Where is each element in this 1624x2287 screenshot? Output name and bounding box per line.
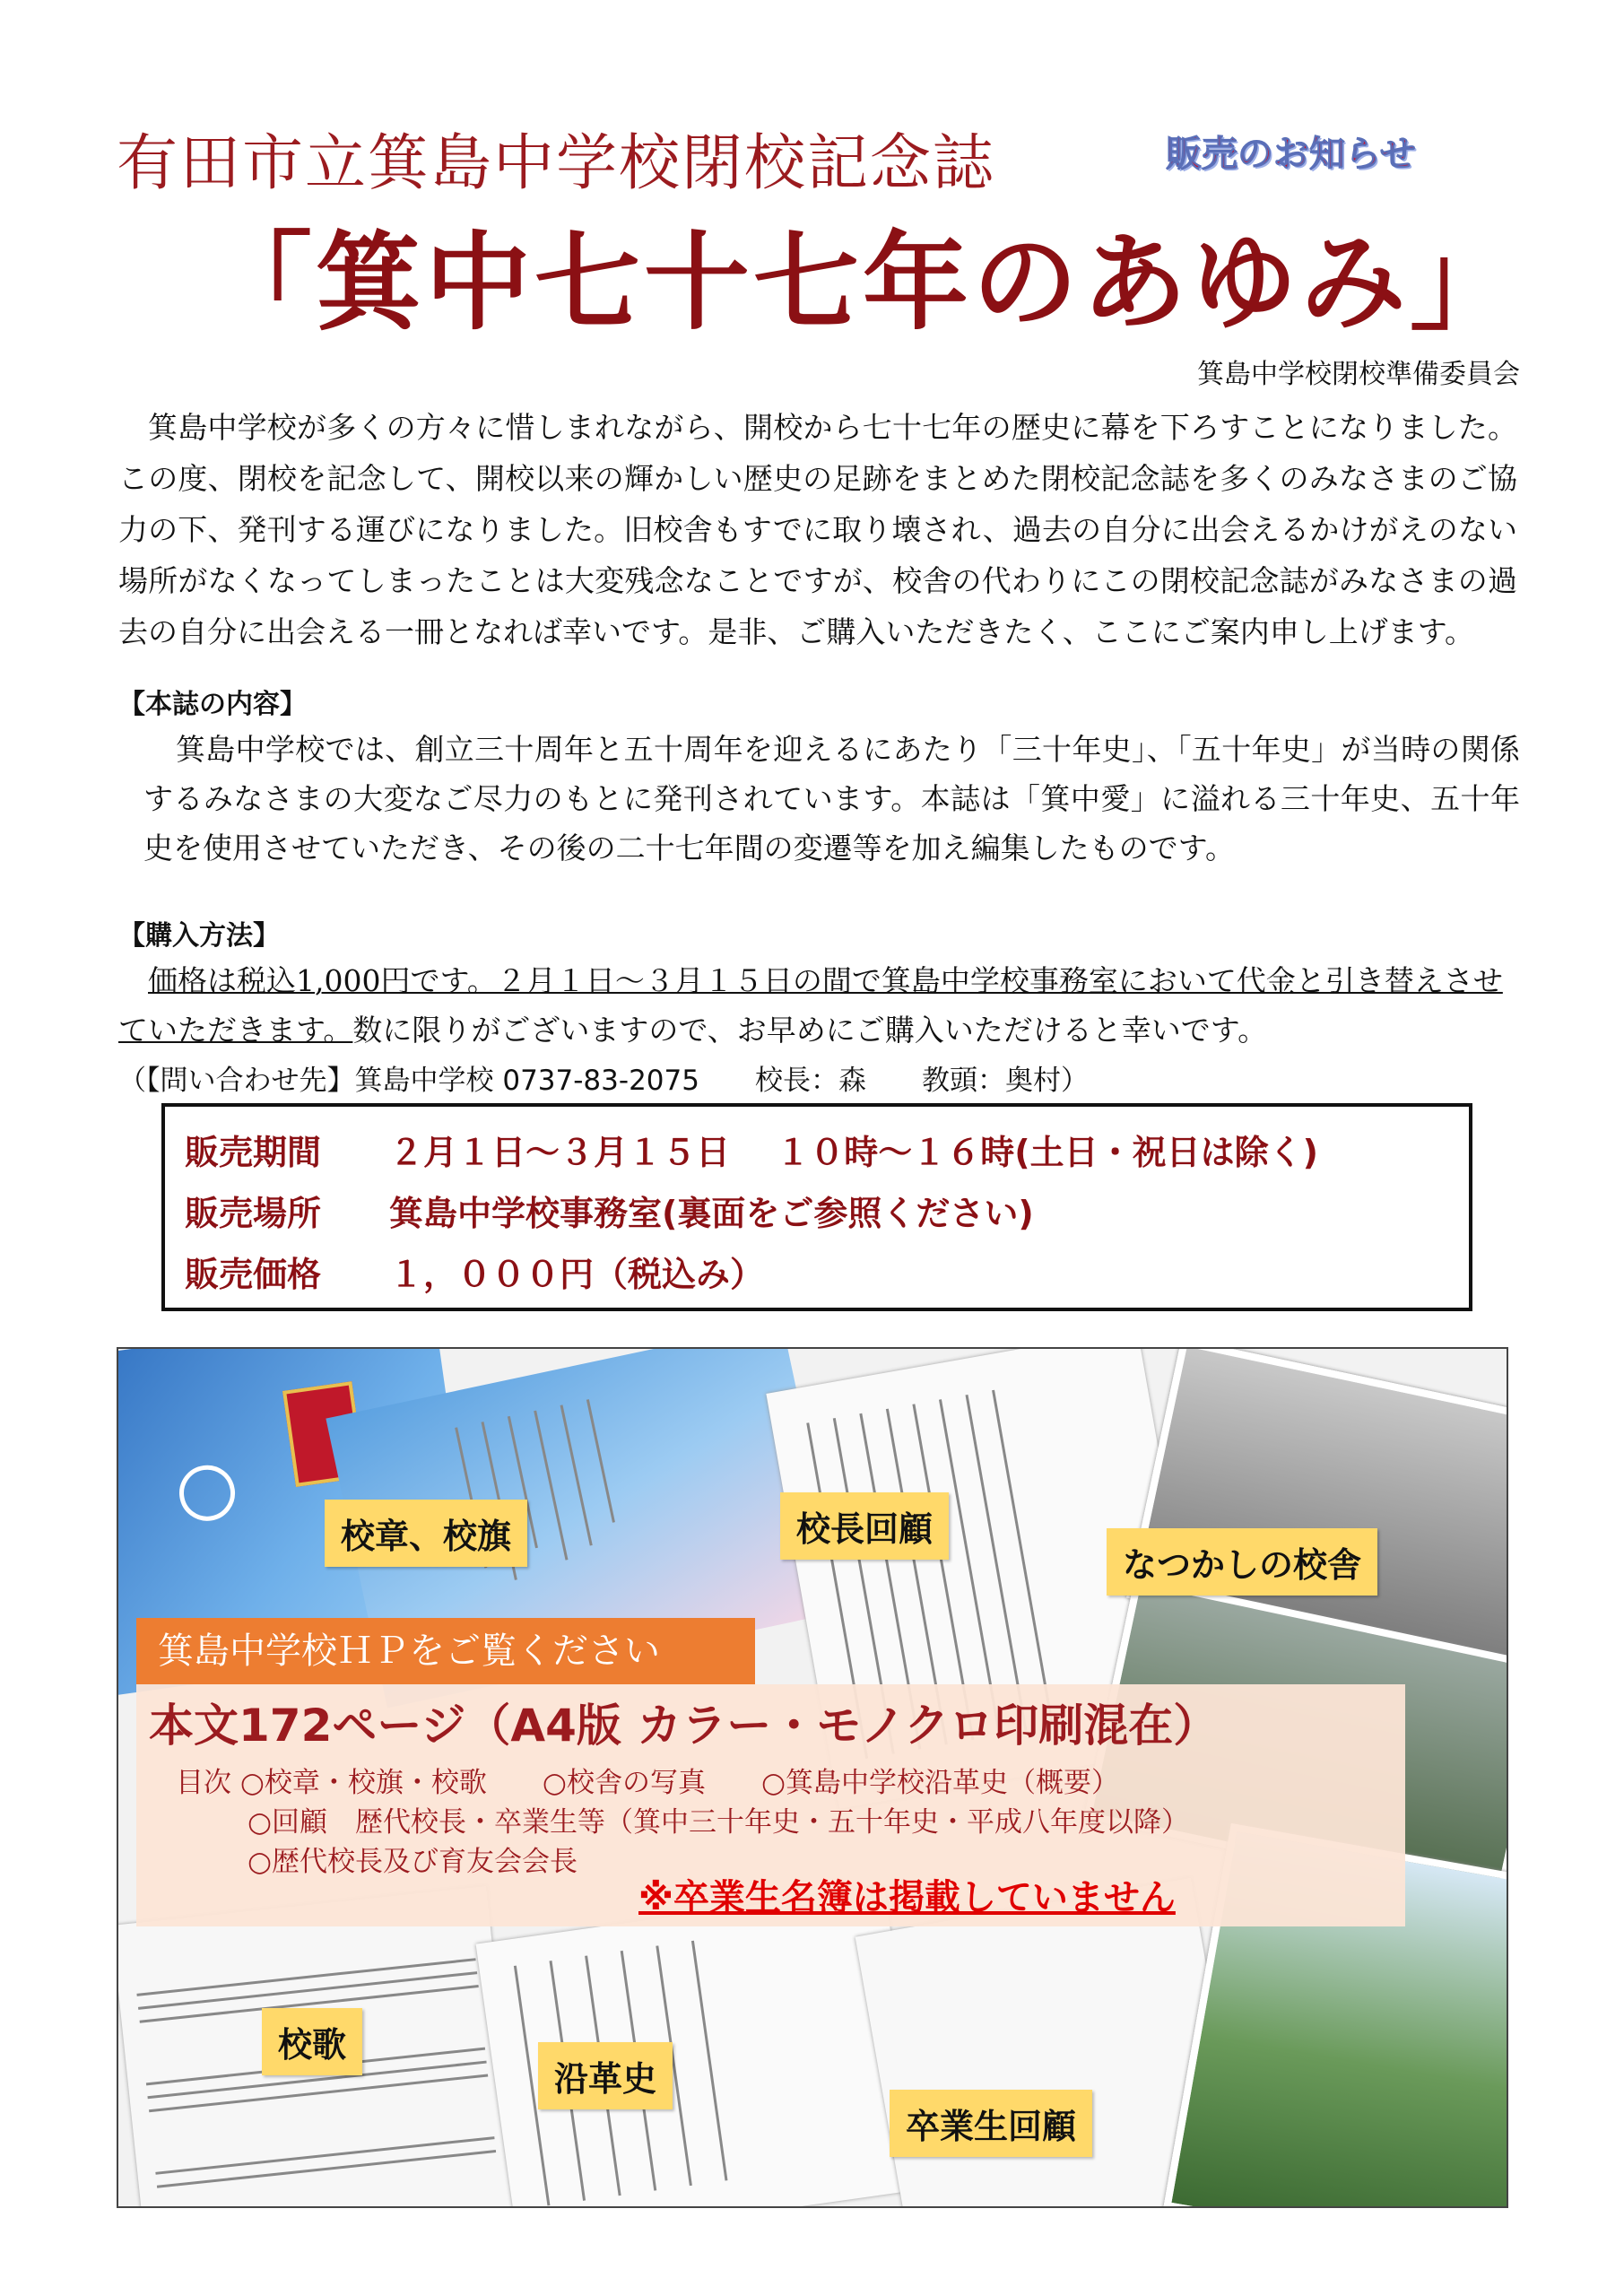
toc-line-1: 目次 ○校章・校旗・校歌 ○校舎の写真 ○箕島中学校沿革史（概要） <box>176 1767 1119 1799</box>
sales-place-label: 販売場所 <box>185 1194 322 1233</box>
purchase-price-terms: 価格は税込1,000円です。２月１日～３月１５日の間で箕島中学校事務室において代金と引き替えさせていただきます。 <box>118 963 1503 1048</box>
sales-period-label: 販売期間 <box>185 1133 322 1172</box>
main-title: 「箕中七十七年のあゆみ」 <box>206 220 1520 344</box>
page-count-line: 本文172ページ（A4版 カラー・モノクロ印刷混在） <box>149 1700 1219 1752</box>
book-info-panel <box>136 1684 1405 1926</box>
no-graduate-list-notice: ※卒業生名簿は掲載していません <box>638 1877 1176 1918</box>
sales-period-value: ２月１日～３月１５日 １０時～１６時(土日・祝日は除く) <box>389 1133 1318 1172</box>
purchase-paragraph <box>118 956 1522 1106</box>
content-heading: 【本誌の内容】 <box>118 689 307 720</box>
publication-title: 有田市立箕島中学校閉校記念誌 <box>117 128 996 199</box>
sales-price-value: １，０００円（税込み） <box>389 1255 765 1294</box>
sales-period-row <box>185 1125 1318 1174</box>
hp-banner: 箕島中学校ＨＰをご覧ください <box>136 1618 755 1684</box>
school-emblem-icon <box>176 1462 239 1525</box>
tag-principal: 校長回顧 <box>780 1492 949 1560</box>
sales-info-box <box>161 1103 1472 1311</box>
tag-old-building: なつかしの校舎 <box>1107 1528 1377 1596</box>
tag-graduates: 卒業生回顧 <box>890 2090 1092 2157</box>
purchase-heading: 【購入方法】 <box>118 920 280 952</box>
committee-name: 箕島中学校閉校準備委員会 <box>1197 359 1520 390</box>
sales-price-row <box>185 1247 764 1296</box>
tag-song: 校歌 <box>262 2008 362 2075</box>
content-paragraph: 箕島中学校では、創立三十周年と五十周年を迎えるにあたり「三十年史」、「五十年史」が当時の関係するみなさまの大変なご尽力のもとに発刊されています。本誌は「箕中愛」に溢れる三十年史、五十年史を使用させていただき、その後の二十七年間の変遷等を加え編集したものです。 <box>143 732 1520 865</box>
sale-notice-badge: 販売のお知らせ <box>1166 134 1416 175</box>
toc-line-2: ○回顧 歴代校長・卒業生等（箕中三十年史・五十年史・平成八年度以降） <box>248 1806 1190 1839</box>
sales-place-row <box>185 1186 1034 1235</box>
toc-line-3: ○歴代校長及び育友会会長 <box>248 1846 578 1878</box>
tag-emblem-flag: 校章、校旗 <box>325 1500 527 1567</box>
contact-info: （【問い合わせ先】箕島中学校 0737-83-2075 校長：森 教頭：奥村） <box>118 1065 1089 1097</box>
book-preview-collage <box>117 1347 1508 2208</box>
intro-paragraph: 箕島中学校が多くの方々に惜しまれながら、開校から七十七年の歴史に幕を下ろすことになりました。この度、閉校を記念して、開校以来の輝かしい歴史の足跡をまとめた閉校記念誌を多くのみなさまのご協力の下、発刊する運びになりました。旧校舎もすでに取り壊され、過去の自分に出会えるかけがえのない場所がなくなってしまったことは大変残念なことですが、校舎の代わりにこの閉校記念誌がみなさまの過去の自分に出会える一冊となれば幸いです。是非、ご購入いただきたく、ここにご案内申し上げます。 <box>118 410 1517 649</box>
tag-history: 沿革史 <box>538 2042 673 2109</box>
sales-price-label: 販売価格 <box>185 1255 322 1294</box>
purchase-limited-note: 数に限りがございますので、お早めにご購入いただけると幸いです。 <box>352 1013 1268 1048</box>
sales-place-value: 箕島中学校事務室(裏面をご参照ください) <box>389 1194 1034 1233</box>
